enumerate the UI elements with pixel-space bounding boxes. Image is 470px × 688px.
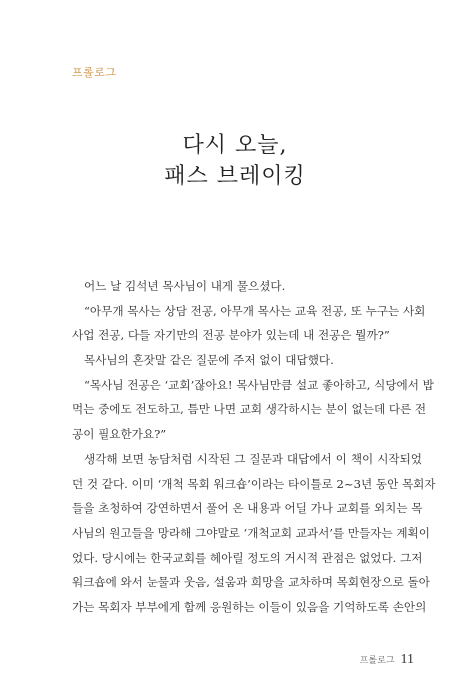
body-line: “아무개 목사는 상담 전공, 아무개 목사는 교육 전공, 또 누구는 사회 [84, 303, 426, 318]
body-line: 먹는 중에도 전도하고, 틈만 나면 교회 생각하시는 분이 없는데 다른 전 [72, 402, 427, 417]
body-line: 사님의 원고들을 망라해 그야말로 ‘개척교회 교과서’를 만들자는 계획이 [72, 525, 430, 540]
chapter-title [0, 130, 470, 192]
body-line: 워크숍에 와서 눈물과 웃음, 설움과 희망을 교차하며 목회현장으로 돌아 [72, 575, 430, 590]
body-line: 가는 목회자 부부에게 함께 응원하는 이들이 있음을 기억하도록 손안의 [72, 599, 427, 614]
body-line: 목사님의 혼잣말 같은 질문에 주저 없이 대답했다. [84, 353, 334, 368]
chapter-title-line-1: 다시 오늘, [182, 133, 288, 158]
section-label: 프롤로그 [72, 66, 117, 79]
body-line: 어느 날 김석년 목사님이 내게 물으셨다. [84, 279, 286, 293]
body-text [72, 274, 436, 620]
body-line: 생각해 보면 농담처럼 시작된 그 질문과 대답에서 이 책이 시작되었 [84, 451, 422, 466]
body-line: 사업 전공, 다들 자기만의 전공 분야가 있는데 내 전공은 뭘까?” [72, 328, 390, 343]
body-line: 공이 필요한가요?” [72, 427, 167, 442]
body-line: “목사님 전공은 ‘교회’잖아요! 목사님만큼 설교 좋아하고, 식당에서 밥 [84, 377, 434, 392]
page-number: 11 [400, 652, 414, 667]
body-line: 들을 초청하여 강연하면서 풀어 온 내용과 어딜 가나 교회를 외치는 목 [72, 501, 423, 516]
footer-section-label: 프롤로그 [359, 656, 395, 666]
body-line: 던 것 같다. 이미 ‘개척 목회 워크숍’이라는 타이틀로 2~3년 동안 목회자 [72, 476, 436, 491]
chapter-title-line-2: 패스 브레이킹 [164, 164, 306, 189]
body-line: 었다. 당시에는 한국교회를 헤아릴 정도의 거시적 관점은 없었다. 그저 [72, 550, 423, 565]
page-footer [360, 652, 414, 668]
